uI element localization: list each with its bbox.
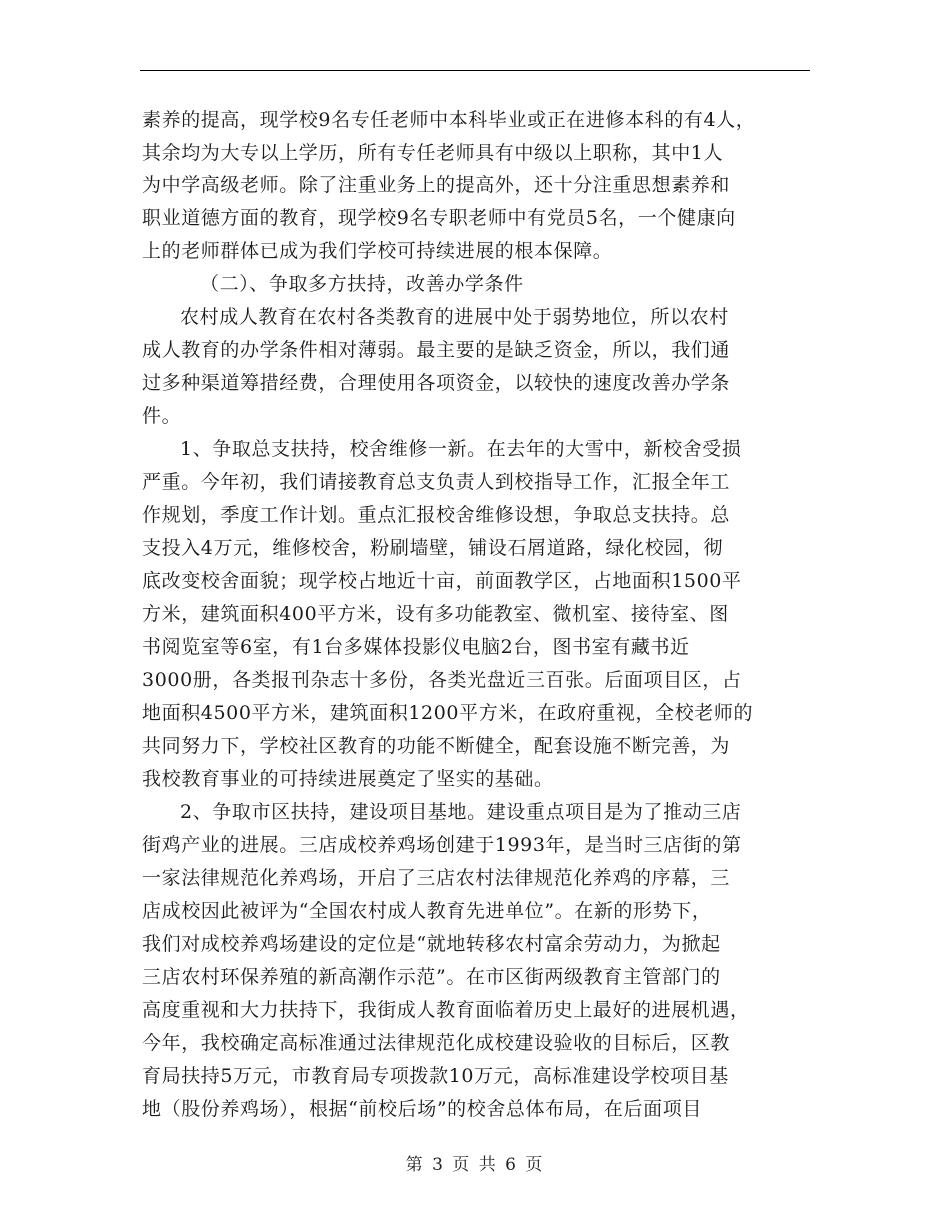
text-line: 三店农村环保养殖的新高潮作示范”。在市区街两级教育主管部门的 xyxy=(142,966,721,988)
text-line: 2、争取市区扶持，建设项目基地。建设重点项目是为了推动三店 xyxy=(180,801,742,823)
text-line: 作规划，季度工作计划。重点汇报校舍维修设想，争取总支扶持。总 xyxy=(142,504,731,526)
text-line: 我校教育事业的可持续进展奠定了坚实的基础。 xyxy=(142,768,554,790)
text-line: 农村成人教育在农村各类教育的进展中处于弱势地位，所以农村 xyxy=(180,306,729,328)
text-line: 我们对成校养鸡场建设的定位是“就地转移农村富余劳动力，为掀起 xyxy=(142,933,721,955)
text-line: 一家法律规范化养鸡场，开启了三店农村法律规范化养鸡的序幕，三 xyxy=(142,867,731,889)
text-line: 素养的提高，现学校9名专任老师中本科毕业或正在进修本科的有4人， xyxy=(142,109,756,131)
text-line: 方米，建筑面积400平方米，设有多功能教室、微机室、接待室、图 xyxy=(142,603,729,625)
text-line: 3000册，各类报刊杂志十多份，各类光盘近三百张。后面项目区，占 xyxy=(142,669,742,691)
text-line: 今年，我校确定高标准通过法律规范化成校建设验收的目标后，区教 xyxy=(142,1032,731,1054)
text-line: 店成校因此被评为“全国农村成人教育先进单位”。在新的形势下， xyxy=(142,900,712,922)
text-line: 其余均为大专以上学历，所有专任老师具有中级以上职称，其中1人 xyxy=(142,142,724,164)
text-line: 高度重视和大力扶持下，我街成人教育面临着历史上最好的进展机遇， xyxy=(142,999,750,1021)
page-footer: 第 3 页 共 6 页 xyxy=(405,1155,545,1175)
text-line: 为中学高级老师。除了注重业务上的提高外，还十分注重思想素养和 xyxy=(142,174,731,196)
text-line: 成人教育的办学条件相对薄弱。最主要的是缺乏资金，所以，我们通 xyxy=(142,339,731,361)
text-line: 支投入4万元，维修校舍，粉刷墙壁，铺设石屑道路，绿化校园，彻 xyxy=(142,537,724,559)
text-line: 底改变校舍面貌；现学校占地近十亩，前面教学区，占地面积1500平 xyxy=(142,570,742,592)
text-line: 共同努力下，学校社区教育的功能不断健全，配套设施不断完善，为 xyxy=(142,735,731,757)
text-line: 件。 xyxy=(142,405,182,427)
text-line: 地（股份养鸡场），根据“前校后场”的校舍总体布局，在后面项目 xyxy=(142,1098,702,1120)
text-line: 书阅览室等6室，有1台多媒体投影仪电脑2台，图书室有藏书近 xyxy=(142,636,690,658)
header-rule xyxy=(140,70,810,71)
section-heading: （二）、争取多方扶持，改善办学条件 xyxy=(200,273,524,295)
text-line: 严重。今年初，我们请接教育总支负责人到校指导工作，汇报全年工 xyxy=(142,471,731,493)
text-line: 育局扶持5万元，市教育局专项拨款10万元，高标准建设学校项目基 xyxy=(142,1065,729,1087)
text-line: 上的老师群体已成为我们学校可持续进展的根本保障。 xyxy=(142,240,613,262)
text-line: 1、争取总支扶持，校舍维修一新。在去年的大雪中，新校舍受损 xyxy=(180,438,742,460)
text-line: 地面积4500平方米，建筑面积1200平方米，在政府重视，全校老师的 xyxy=(142,702,754,724)
text-line: 街鸡产业的进展。三店成校养鸡场创建于1993年，是当时三店街的第 xyxy=(142,834,742,856)
text-line: 过多种渠道筹措经费，合理使用各项资金，以较快的速度改善办学条 xyxy=(142,372,731,394)
text-line: 职业道德方面的教育，现学校9名专职老师中有党员5名，一个健康向 xyxy=(142,207,736,229)
